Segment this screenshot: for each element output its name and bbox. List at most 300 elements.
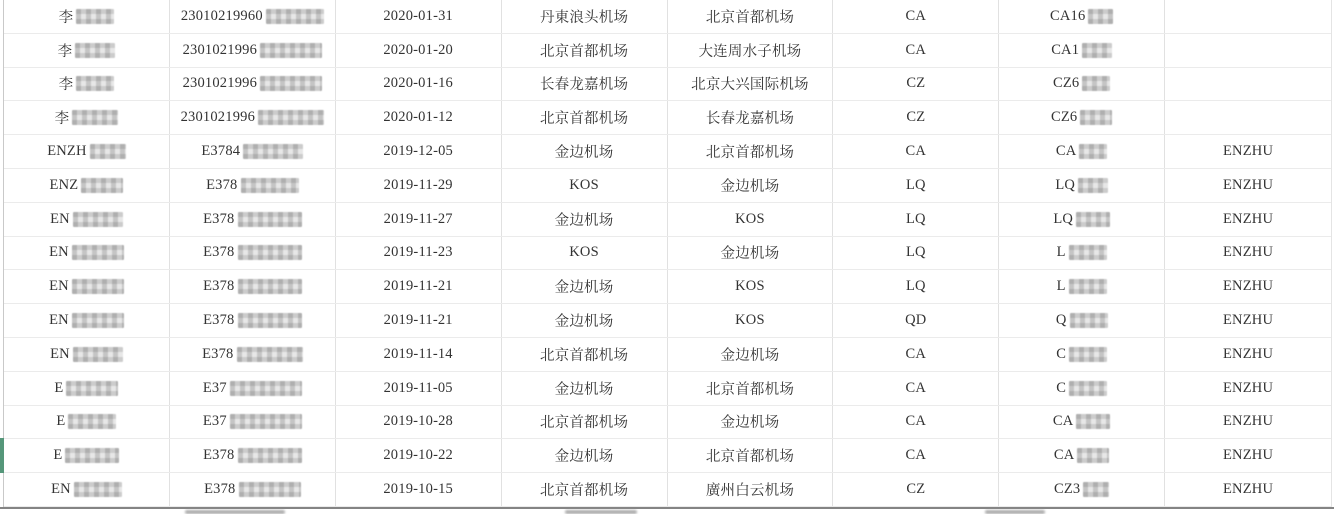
flight-records-table [3,0,1332,507]
cell-passenger-name [4,338,170,371]
cell-airline-code [833,439,999,472]
departure-airport-text: 长春龙嘉机场 [539,77,629,94]
booking-agent-text: ENZHU [1222,143,1274,160]
redaction-mosaic [239,482,301,497]
cell-departure-airport [502,34,668,67]
document-number-text: E378 [203,447,235,464]
cell-departure-airport [502,439,668,472]
cell-flight-number [999,473,1165,506]
airline-code-text: LQ [905,244,926,261]
departure-airport-text: 北京首都机场 [539,111,629,128]
arrival-airport-text: KOS [735,312,765,329]
redaction-mosaic [238,313,302,328]
viewport-cut-line [0,507,1334,509]
redaction-mosaic [238,448,302,463]
departure-airport-text: 金边机场 [554,212,614,229]
departure-airport-text: 北京首都机场 [539,347,629,364]
table-row[interactable] [4,338,1331,372]
cell-flight-date [336,372,502,405]
cell-passenger-name [4,473,170,506]
redaction-mosaic [1088,9,1113,24]
departure-airport-text: 北京首都机场 [539,43,629,60]
passenger-name-text: E [56,413,66,430]
flight-date-text: 2019-10-15 [383,481,454,498]
document-number-text: 2301021996 [182,75,258,92]
redaction-mosaic [81,178,123,193]
document-number-text: E378 [203,312,235,329]
table-row[interactable] [4,406,1331,440]
cell-airline-code [833,135,999,168]
cell-departure-airport [502,270,668,303]
passenger-name-text: EN [51,481,71,498]
redaction-mosaic [230,414,302,429]
cell-departure-airport [502,473,668,506]
cell-booking-agent [1165,338,1331,371]
departure-airport-text: 北京首都机场 [539,415,629,432]
flight-number-text: L [1056,278,1066,295]
next-row-blur-fragment [185,510,285,514]
redaction-mosaic [1083,482,1109,497]
cell-document-number [170,135,336,168]
cell-booking-agent [1165,406,1331,439]
cell-flight-date [336,439,502,472]
cell-booking-agent [1165,101,1331,134]
passenger-name-text: 李 [57,43,73,60]
cell-flight-number [999,304,1165,337]
cell-departure-airport [502,203,668,236]
cell-document-number [170,406,336,439]
table-row[interactable] [4,101,1331,135]
booking-agent-text: ENZHU [1222,244,1274,261]
departure-airport-text: 金边机场 [554,449,614,466]
redaction-mosaic [243,144,303,159]
cell-airline-code [833,406,999,439]
arrival-airport-text: 长春龙嘉机场 [705,111,795,128]
airline-code-text: LQ [905,278,926,295]
arrival-airport-text: 北京首都机场 [705,9,795,26]
airline-code-text: CA [905,143,927,160]
cell-flight-date [336,270,502,303]
flight-number-text: LQ [1055,176,1076,193]
cell-flight-date [336,101,502,134]
flight-number-text: C [1056,379,1067,396]
cell-arrival-airport [668,237,834,270]
redaction-mosaic [72,110,118,125]
arrival-airport-text: 大连周水子机场 [698,43,802,60]
flight-number-text: CA [1053,447,1075,464]
redaction-mosaic [1076,212,1110,227]
cell-flight-number [999,135,1165,168]
redaction-mosaic [1079,144,1107,159]
cell-arrival-airport [668,372,834,405]
passenger-name-text: 李 [54,111,70,128]
passenger-name-text: EN [49,244,69,261]
flight-number-text: CA1 [1051,41,1080,58]
document-number-text: E378 [206,176,238,193]
document-number-text: E37 [202,413,227,430]
cell-flight-number [999,101,1165,134]
cell-document-number [170,270,336,303]
table-row[interactable] [4,304,1331,338]
cell-arrival-airport [668,169,834,202]
cell-departure-airport [502,338,668,371]
cell-airline-code [833,68,999,101]
cell-document-number [170,34,336,67]
redaction-mosaic [241,178,299,193]
cell-passenger-name [4,68,170,101]
cell-passenger-name [4,34,170,67]
redaction-mosaic [238,245,302,260]
flight-date-text: 2019-11-27 [383,210,453,227]
flight-date-text: 2019-10-28 [383,413,454,430]
redaction-mosaic [72,313,124,328]
cell-booking-agent [1165,270,1331,303]
cell-document-number [170,169,336,202]
redaction-mosaic [1069,381,1107,396]
cell-booking-agent [1165,372,1331,405]
cell-airline-code [833,270,999,303]
arrival-airport-text: 北京大兴国际机场 [691,77,809,94]
booking-agent-text: ENZHU [1222,447,1274,464]
table-row[interactable] [4,237,1331,271]
booking-agent-text: ENZHU [1222,413,1274,430]
cell-document-number [170,304,336,337]
departure-airport-text: 金边机场 [554,381,614,398]
document-number-text: E378 [203,244,235,261]
redaction-mosaic [1069,245,1107,260]
flight-date-text: 2019-11-05 [383,379,453,396]
table-row[interactable] [4,203,1331,237]
cell-flight-date [336,406,502,439]
cell-airline-code [833,169,999,202]
departure-airport-text: KOS [569,244,599,261]
cell-flight-number [999,34,1165,67]
cell-airline-code [833,473,999,506]
cell-flight-date [336,169,502,202]
redaction-mosaic [73,347,123,362]
flight-number-text: C [1056,345,1067,362]
cell-departure-airport [502,68,668,101]
flight-number-text: Q [1055,312,1067,329]
cell-arrival-airport [668,203,834,236]
cell-airline-code [833,0,999,33]
passenger-name-text: EN [50,210,70,227]
redaction-mosaic [238,279,302,294]
airline-code-text: CA [905,379,927,396]
redaction-mosaic [230,381,302,396]
cell-passenger-name [4,304,170,337]
redaction-mosaic [1080,110,1112,125]
passenger-name-text: 李 [58,77,74,94]
cell-airline-code [833,304,999,337]
booking-agent-text: ENZHU [1222,379,1274,396]
document-number-text: E378 [202,345,234,362]
arrival-airport-text: KOS [735,278,765,295]
flight-date-text: 2019-11-14 [383,345,453,362]
table-row[interactable] [4,439,1331,473]
cell-flight-number [999,0,1165,33]
cell-flight-number [999,372,1165,405]
redaction-mosaic [1069,279,1107,294]
departure-airport-text: 金边机场 [554,314,614,331]
arrival-airport-text: 廣州白云机场 [705,483,795,500]
cell-airline-code [833,237,999,270]
cell-passenger-name [4,372,170,405]
cell-document-number [170,68,336,101]
document-number-text: 2301021996 [180,109,256,126]
flight-date-text: 2020-01-16 [383,75,454,92]
cell-flight-date [336,237,502,270]
cell-airline-code [833,338,999,371]
airline-code-text: QD [905,312,927,329]
flight-number-text: CA [1052,413,1074,430]
table-row[interactable] [4,169,1331,203]
redaction-mosaic [68,414,116,429]
booking-agent-text: ENZHU [1222,481,1274,498]
cell-flight-number [999,203,1165,236]
passenger-name-text: ENZH [47,143,87,160]
next-row-blur-fragment [565,510,637,514]
departure-airport-text: 金边机场 [554,280,614,297]
redaction-mosaic [74,482,122,497]
flight-date-text: 2019-10-22 [383,447,454,464]
passenger-name-text: EN [50,345,70,362]
departure-airport-text: 金边机场 [554,145,614,162]
table-row[interactable] [4,372,1331,406]
redaction-mosaic [1076,414,1110,429]
cell-booking-agent [1165,135,1331,168]
redaction-mosaic [75,43,115,58]
booking-agent-text: ENZHU [1222,176,1274,193]
cell-document-number [170,473,336,506]
cell-flight-date [336,203,502,236]
document-number-text: E378 [204,481,236,498]
cell-arrival-airport [668,0,834,33]
redaction-mosaic [266,9,324,24]
passenger-name-text: 李 [58,9,74,26]
cell-airline-code [833,101,999,134]
cell-arrival-airport [668,406,834,439]
redaction-mosaic [237,347,303,362]
table-row[interactable] [4,68,1331,102]
cell-booking-agent [1165,203,1331,236]
redaction-mosaic [1069,347,1107,362]
cell-arrival-airport [668,135,834,168]
booking-agent-text: ENZHU [1222,312,1274,329]
cell-passenger-name [4,237,170,270]
airline-code-text: CZ [906,481,926,498]
arrival-airport-text: 北京首都机场 [705,145,795,162]
cell-flight-number [999,338,1165,371]
passenger-name-text: EN [49,312,69,329]
cell-flight-number [999,270,1165,303]
cell-booking-agent [1165,169,1331,202]
table-row[interactable] [4,135,1331,169]
arrival-airport-text: 金边机场 [720,415,780,432]
cell-departure-airport [502,169,668,202]
cell-departure-airport [502,304,668,337]
cell-flight-date [336,68,502,101]
flight-date-text: 2020-01-31 [383,7,454,24]
airline-code-text: CZ [906,109,926,126]
cell-booking-agent [1165,237,1331,270]
flight-number-text: CZ6 [1052,75,1080,92]
cell-airline-code [833,203,999,236]
flight-date-text: 2019-11-21 [383,312,453,329]
redaction-mosaic [76,9,114,24]
flight-date-text: 2020-01-20 [383,41,454,58]
cell-airline-code [833,34,999,67]
cell-document-number [170,372,336,405]
flight-date-text: 2019-11-23 [383,244,453,261]
redaction-mosaic [72,279,124,294]
document-number-text: E37 [202,379,227,396]
cell-passenger-name [4,270,170,303]
document-number-text: E378 [203,210,235,227]
airline-code-text: CZ [906,75,926,92]
redaction-mosaic [238,212,302,227]
cell-arrival-airport [668,68,834,101]
redaction-mosaic [1078,178,1108,193]
redaction-mosaic [76,76,114,91]
cell-booking-agent [1165,68,1331,101]
cell-passenger-name [4,101,170,134]
cell-document-number [170,237,336,270]
cell-document-number [170,0,336,33]
cell-booking-agent [1165,439,1331,472]
booking-agent-text: ENZHU [1222,278,1274,295]
cell-booking-agent [1165,304,1331,337]
redaction-mosaic [65,448,119,463]
cell-passenger-name [4,406,170,439]
cell-passenger-name [4,0,170,33]
cell-departure-airport [502,135,668,168]
cell-arrival-airport [668,439,834,472]
flight-number-text: LQ [1053,210,1074,227]
cell-document-number [170,338,336,371]
redaction-mosaic [1082,76,1110,91]
flight-date-text: 2019-11-29 [383,176,453,193]
airline-code-text: CA [905,447,927,464]
cell-booking-agent [1165,473,1331,506]
table-row[interactable] [4,270,1331,304]
table-row[interactable] [4,473,1331,507]
document-number-text: E3784 [201,143,241,160]
table-row[interactable] [4,0,1331,34]
cell-flight-number [999,439,1165,472]
departure-airport-text: 北京首都机场 [539,483,629,500]
airline-code-text: CA [905,345,927,362]
cell-flight-date [336,34,502,67]
cell-departure-airport [502,101,668,134]
cell-flight-date [336,0,502,33]
cell-flight-number [999,406,1165,439]
cell-departure-airport [502,406,668,439]
cell-arrival-airport [668,34,834,67]
redaction-mosaic [1082,43,1112,58]
cell-flight-number [999,169,1165,202]
cell-flight-number [999,237,1165,270]
booking-agent-text: ENZHU [1222,210,1274,227]
cell-flight-date [336,304,502,337]
arrival-airport-text: 金边机场 [720,246,780,263]
passenger-name-text: EN [49,278,69,295]
cell-flight-date [336,473,502,506]
cell-arrival-airport [668,338,834,371]
cell-document-number [170,439,336,472]
cell-departure-airport [502,0,668,33]
redaction-mosaic [73,212,123,227]
cell-departure-airport [502,372,668,405]
arrival-airport-text: KOS [735,210,765,227]
redaction-mosaic [260,43,322,58]
airline-code-text: CA [905,413,927,430]
flight-number-text: L [1056,244,1066,261]
cell-document-number [170,203,336,236]
cell-document-number [170,101,336,134]
table-body [4,0,1331,507]
document-number-text: 2301021996 [182,41,258,58]
cell-booking-agent [1165,0,1331,33]
passenger-name-text: ENZ [49,176,79,193]
flight-date-text: 2019-11-21 [383,278,453,295]
cell-booking-agent [1165,34,1331,67]
redaction-mosaic [1077,448,1109,463]
cell-arrival-airport [668,304,834,337]
redaction-mosaic [90,144,126,159]
booking-agent-text: ENZHU [1222,345,1274,362]
cell-arrival-airport [668,270,834,303]
flight-number-text: CA [1055,143,1077,160]
cell-passenger-name [4,203,170,236]
redaction-mosaic [260,76,322,91]
flight-number-text: CA16 [1049,7,1086,24]
cell-arrival-airport [668,101,834,134]
document-number-text: E378 [203,278,235,295]
airline-code-text: LQ [905,210,926,227]
departure-airport-text: 丹東浪头机场 [539,9,629,26]
arrival-airport-text: 北京首都机场 [705,381,795,398]
cell-passenger-name [4,439,170,472]
arrival-airport-text: 金边机场 [720,347,780,364]
cell-arrival-airport [668,473,834,506]
passenger-name-text: E [53,447,63,464]
redaction-mosaic [1070,313,1108,328]
airline-code-text: CA [905,41,927,58]
redaction-mosaic [258,110,324,125]
cell-departure-airport [502,237,668,270]
flight-date-text: 2020-01-12 [383,109,454,126]
cell-flight-number [999,68,1165,101]
flight-number-text: CZ6 [1050,109,1078,126]
cell-flight-date [336,338,502,371]
next-row-blur-fragment [985,510,1045,514]
cell-passenger-name [4,135,170,168]
arrival-airport-text: 金边机场 [720,178,780,195]
flight-date-text: 2019-12-05 [383,143,454,160]
departure-airport-text: KOS [569,176,599,193]
table-row[interactable] [4,34,1331,68]
flight-number-text: CZ3 [1053,481,1081,498]
document-number-text: 23010219960 [180,7,263,24]
airline-code-text: CA [905,7,927,24]
cell-passenger-name [4,169,170,202]
redaction-mosaic [72,245,124,260]
airline-code-text: LQ [905,176,926,193]
cell-flight-date [336,135,502,168]
cell-airline-code [833,372,999,405]
passenger-name-text: E [54,379,64,396]
